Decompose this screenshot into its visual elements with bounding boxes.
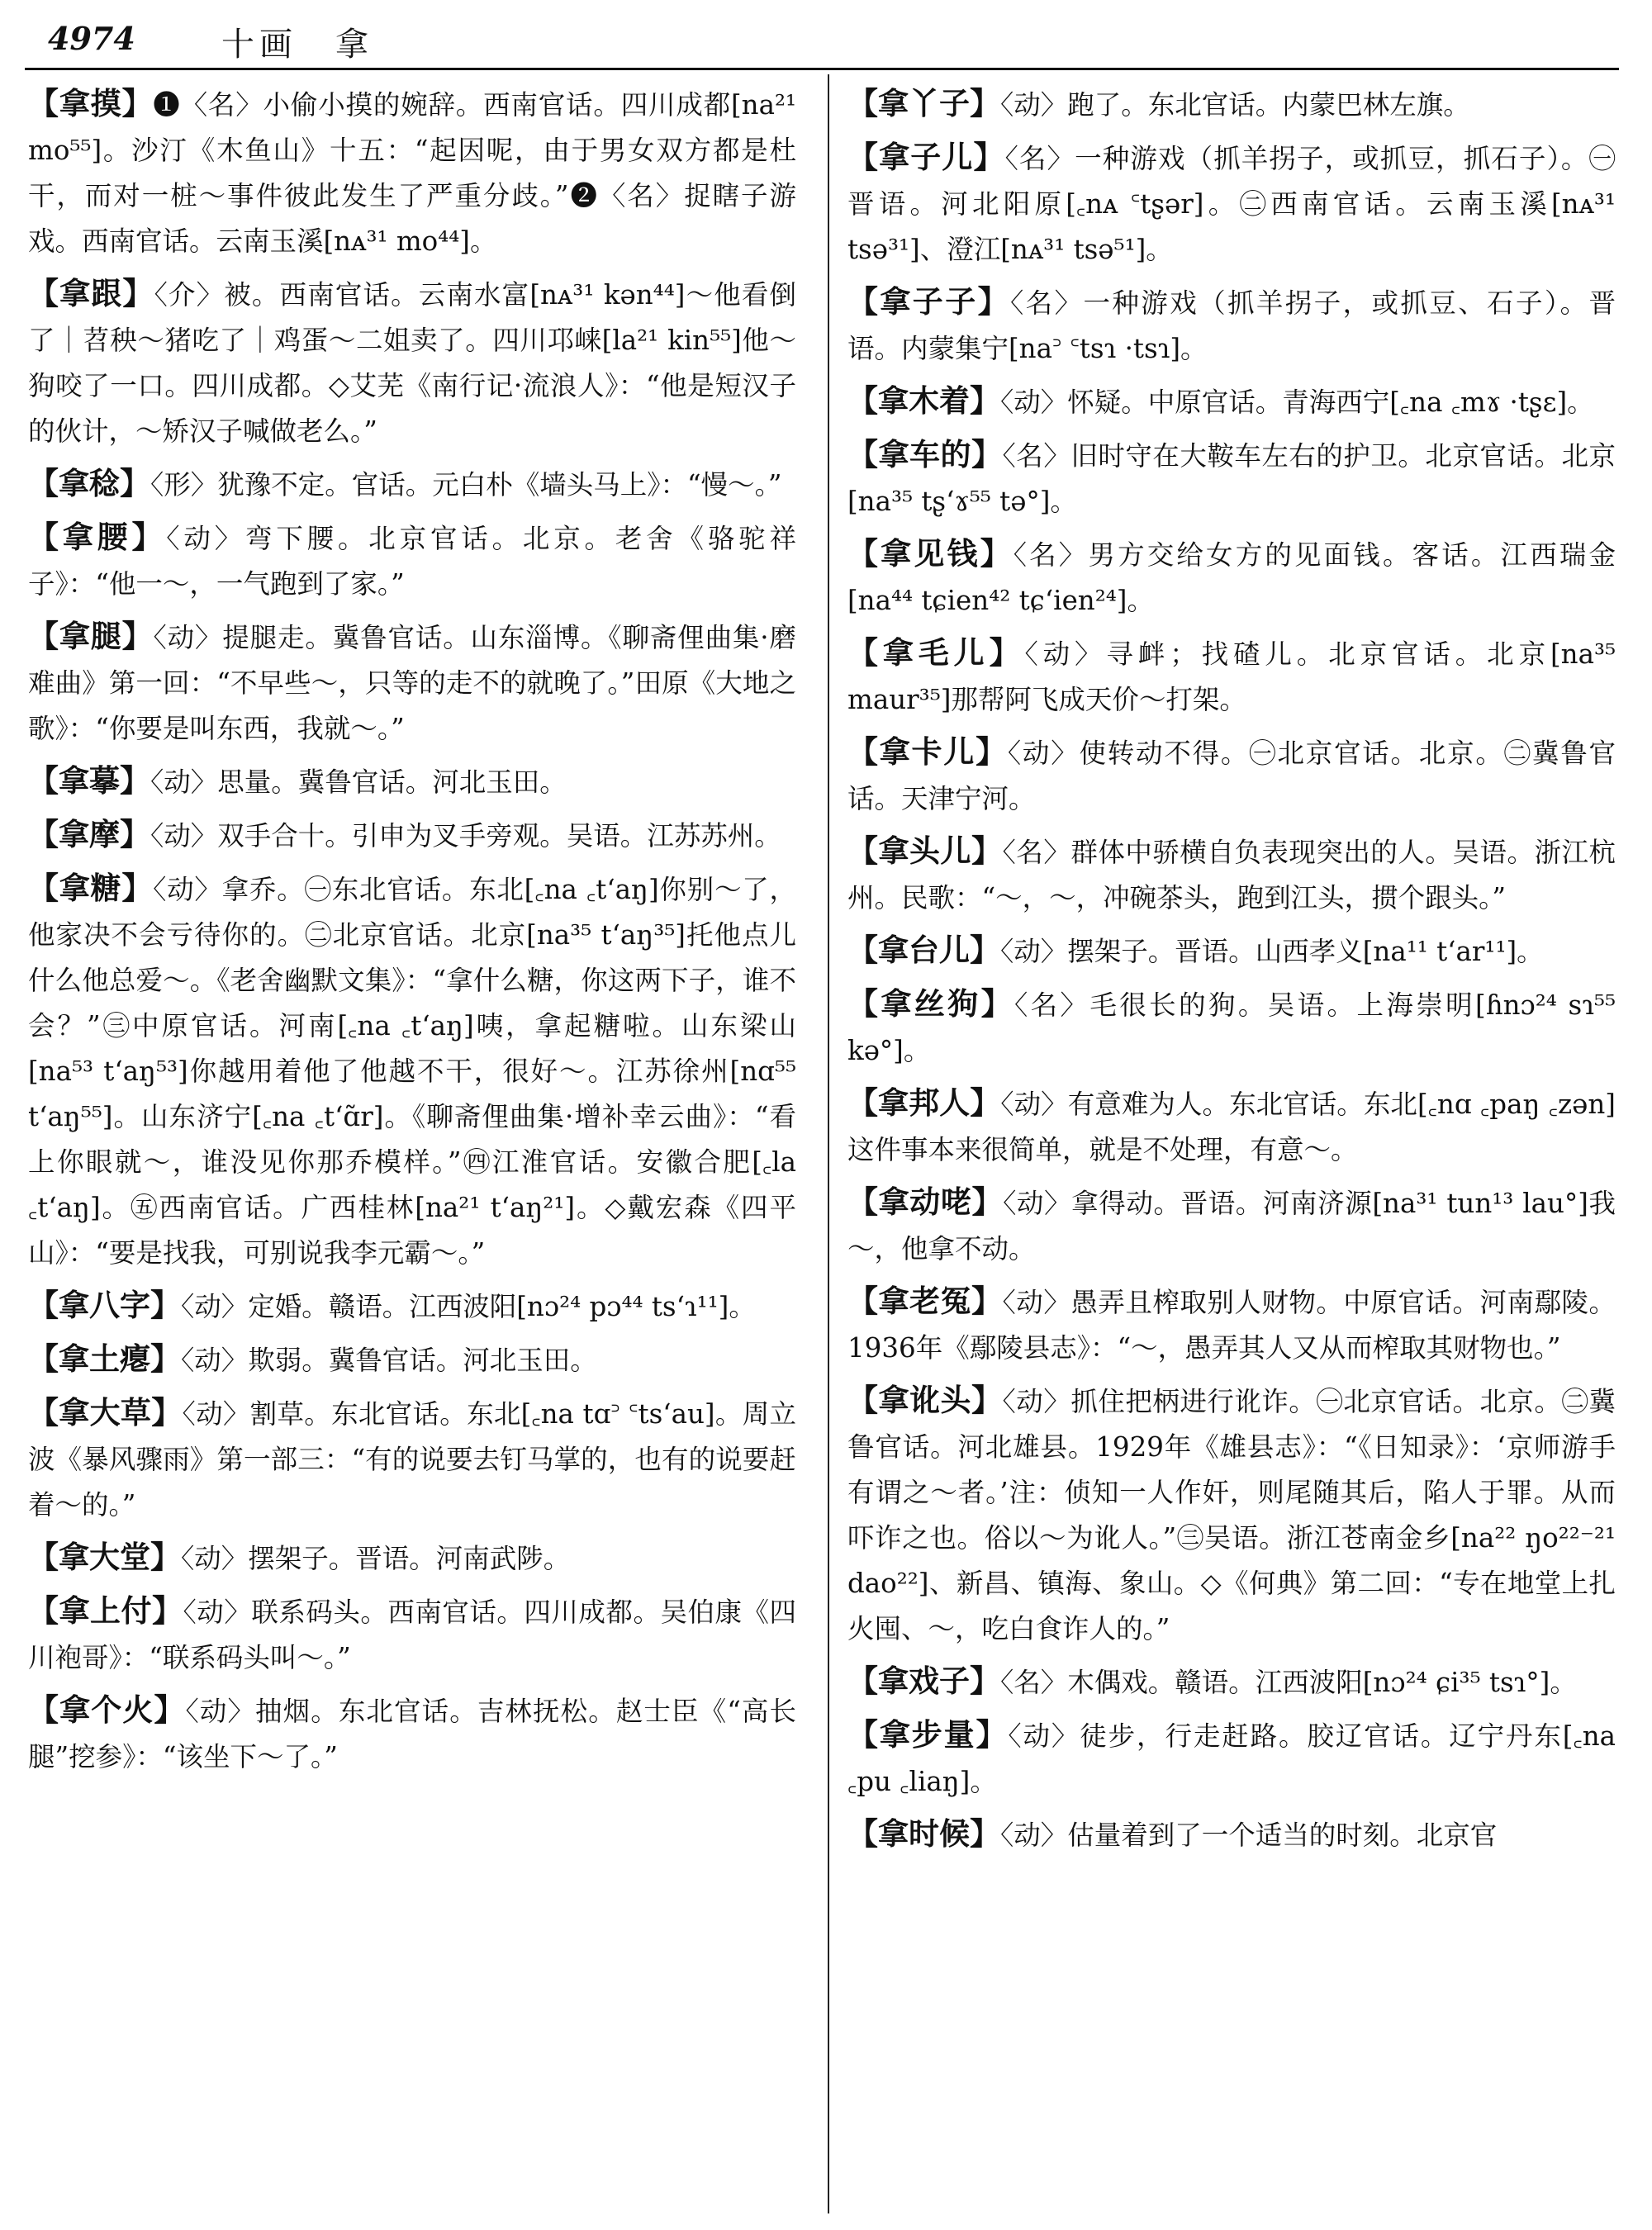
dictionary-entry (28, 758, 796, 805)
dictionary-entry (28, 81, 796, 264)
entry-headword: 【拿土瘪】 (28, 1340, 181, 1377)
entry-definition: 〈名〉毛很长的狗。吴语。上海崇明[ɦnɔ²⁴ sɿ⁵⁵ kə°]。 (847, 989, 1616, 1066)
dictionary-entry (847, 432, 1616, 524)
entry-headword: 【拿丝狗】 (847, 985, 1014, 1022)
entry-definition: 〈动〉联系码头。西南官话。四川成都。吴伯康《四川袍哥》：“联系码头叫～。” (28, 1597, 796, 1673)
entry-definition: 〈动〉抽烟。东北官话。吉林抚松。赵士臣《“高长腿”挖参》：“该坐下～了。” (28, 1696, 796, 1772)
entry-headword: 【拿上付】 (28, 1592, 183, 1629)
dictionary-entry (28, 1283, 796, 1330)
entry-headword: 【拿腿】 (28, 618, 154, 654)
entry-definition: 〈动〉双手合十。引申为叉手旁观。吴语。江苏苏州。 (150, 820, 781, 852)
entry-headword: 【拿八字】 (28, 1287, 181, 1323)
entry-headword: 【拿头儿】 (847, 833, 1003, 869)
page-number: 4974 (48, 20, 135, 57)
column-divider (828, 74, 829, 2213)
dictionary-entry (28, 1390, 796, 1528)
entry-definition: 〈介〉被。西南官话。云南水富[nᴀ³¹ kən⁴⁴]～他看倒了｜苕秧～猪吃了｜鸡蛋～二姐卖了。四川邛崃[la²¹ kin⁵⁵]他～狗咬了一口。四川成都。◇艾芜《南行记·流浪人》：“他是短汉子的伙计，～矫汉子喊做老么。” (28, 279, 796, 447)
entry-headword: 【拿稔】 (28, 465, 150, 501)
entry-headword: 【拿车的】 (847, 436, 1003, 472)
entry-definition: 〈动〉弯下腰。北京官话。北京。老舍《骆驼祥子》：“他一～，一气跑到了家。” (28, 523, 796, 600)
entry-headword: 【拿丫子】 (847, 85, 1000, 121)
entry-definition: 〈动〉割草。东北官话。东北[꜀na tɑ꜄ ꜂tsʻau]。周立波《暴风骤雨》第一部三：“有的说要去钉马掌的，也有的说要赶着～的。” (28, 1398, 796, 1521)
dictionary-entry (847, 1811, 1616, 1858)
entry-definition: 〈动〉思量。冀鲁官话。河北玉田。 (150, 766, 567, 798)
left-column (28, 81, 796, 2220)
dictionary-entry (847, 630, 1616, 723)
entry-headword: 【拿个火】 (28, 1691, 186, 1728)
entry-definition: 〈形〉犹豫不定。官话。元白朴《墙头马上》：“慢～。” (150, 469, 782, 501)
entry-headword: 【拿大草】 (28, 1394, 183, 1431)
entry-definition: 〈动〉欺弱。冀鲁官话。河北玉田。 (181, 1345, 597, 1376)
dictionary-entry (847, 1179, 1616, 1272)
entry-headword: 【拿木着】 (847, 382, 1000, 419)
dictionary-entry (847, 531, 1616, 624)
entry-definition: 〈动〉抓住把柄进行讹诈。㊀北京官话。北京。㊁冀鲁官话。河北雄县。1929年《雄县志》：“《日知录》：‘京师游手有谓之～者。’注：侦知一人作奸，则尾随其后，陷人于罪。从而吓诈之也。俗以～为讹人。”㊂吴语。浙江苍南金乡[na²² ŋo²²⁻²¹ dao²²]、新昌、镇海、象山。◇《何典》第二回：“专在地堂上扎火囤、～，吃白食诈人的。” (847, 1386, 1616, 1644)
entry-definition: 〈动〉估量着到了一个适当的时刻。北京官 (1000, 1820, 1498, 1851)
dictionary-entry (847, 1279, 1616, 1371)
entry-definition: ❶〈名〉小偷小摸的婉辞。西南官话。四川成都[na²¹ mo⁵⁵]。沙汀《木鱼山》十五：“起因呢，由于男女双方都是杜干，而对一桩～事件彼此发生了严重分歧。”❷〈名〉捉瞎子游戏。西南官话。云南玉溪[nᴀ³¹ mo⁴⁴]。 (28, 89, 796, 257)
dictionary-entry (28, 866, 796, 1276)
dictionary-entry (847, 135, 1616, 273)
dictionary-entry (28, 1535, 796, 1582)
dictionary-entry (847, 729, 1616, 822)
dictionary-entry (28, 461, 796, 508)
entry-definition: 〈动〉怀疑。中原官话。青海西宁[꜀na ꜀mɤ ·tʂɛ]。 (1000, 387, 1594, 418)
entry-definition: 〈名〉群体中骄横自负表现突出的人。吴语。浙江杭州。民歌：“～，～，冲碗茶头，跑到江头，掼个跟头。” (847, 837, 1616, 913)
entry-definition: 〈动〉摆架子。晋语。河南武陟。 (181, 1543, 571, 1574)
dictionary-entry (28, 1687, 796, 1780)
entry-definition: 〈名〉木偶戏。赣语。江西波阳[nɔ²⁴ ɕi³⁵ tsɿ°]。 (1000, 1667, 1577, 1698)
dictionary-entry (28, 1588, 796, 1681)
dictionary-entry (847, 81, 1616, 128)
entry-definition: 〈动〉愚弄且榨取别人财物。中原官话。河南鄢陵。1936年《鄢陵县志》：“～，愚弄其人又从而榨取其财物也。” (847, 1287, 1616, 1364)
entry-headword: 【拿跟】 (28, 275, 154, 311)
entry-headword: 【拿毛儿】 (847, 634, 1025, 671)
entry-headword: 【拿见钱】 (847, 535, 1014, 572)
entry-definition: 〈动〉拿乔。㊀东北官话。东北[꜀na ꜀tʻaŋ]你别～了，他家决不会亏待你的。㊁北京官话。北京[na³⁵ tʻaŋ³⁵]托他点儿什么他总爱～。《老舍幽默文集》：“拿什么糖，你这两下子，谁不会？”㊂中原官话。河南[꜀na ꜀tʻaŋ]咦，拿起糖啦。山东梁山[na⁵³ tʻaŋ⁵³]你越用着他了他越不干，很好～。江苏徐州[nɑ⁵⁵ tʻaŋ⁵⁵]。山东济宁[꜀na ꜀tʻɑ̃r]。《聊斋俚曲集·增补幸云曲》：“看上你眼就～，谁没见你那乔模样。”㊃江淮官话。安徽合肥[꜀la ꜀tʻaŋ]。㊄西南官话。广西桂林[na²¹ tʻaŋ²¹]。◇戴宏森《四平山》：“要是找我，可别说我李元霸～。” (28, 874, 796, 1269)
section-title: 十画 拿 (221, 26, 373, 64)
entry-definition: 〈动〉寻衅；找碴儿。北京官话。北京[na³⁵ maur³⁵]那帮阿飞成天价～打架。 (847, 638, 1616, 715)
entry-definition: 〈名〉一种游戏（抓羊拐子，或抓豆，抓石子）。㊀晋语。河北阳原[꜀nᴀ ꜂tʂər]。㊁西南官话。云南玉溪[nᴀ³¹ tsə³¹]、澄江[nᴀ³¹ tsə⁵¹]。 (847, 143, 1616, 265)
dictionary-entry (847, 1378, 1616, 1652)
entry-definition: 〈动〉拿得动。晋语。河南济源[na³¹ tun¹³ lau°]我～，他拿不动。 (847, 1188, 1616, 1264)
entry-headword: 【拿台儿】 (847, 932, 1000, 968)
dictionary-entry (847, 1080, 1616, 1173)
entry-headword: 【拿腰】 (28, 519, 167, 555)
dictionary-entry (847, 378, 1616, 425)
right-column (847, 81, 1616, 2220)
dictionary-entry (847, 928, 1616, 975)
entry-headword: 【拿摩】 (28, 816, 150, 852)
entry-definition: 〈名〉男方交给女方的见面钱。客话。江西瑞金[na⁴⁴ tɕien⁴² tɕʻien²⁴]。 (847, 539, 1616, 616)
page-header (48, 15, 1617, 63)
dictionary-entry (28, 515, 796, 607)
dictionary-entry (847, 1712, 1616, 1805)
entry-definition: 〈名〉一种游戏（抓羊拐子，或抓豆、石子）。晋语。内蒙集宁[na꜄ ꜂tsɿ ·tsɿ]。 (847, 287, 1616, 364)
entry-definition: 〈动〉定婚。赣语。江西波阳[nɔ²⁴ pɔ⁴⁴ tsʻɿ¹¹]。 (181, 1291, 756, 1322)
entry-headword: 【拿戏子】 (847, 1663, 1000, 1699)
entry-headword: 【拿动咾】 (847, 1184, 1004, 1220)
dictionary-entry (28, 614, 796, 752)
entry-headword: 【拿邦人】 (847, 1084, 1001, 1121)
dictionary-entry (847, 279, 1616, 372)
entry-headword: 【拿讹头】 (847, 1382, 1003, 1418)
entry-definition: 〈动〉摆架子。晋语。山西孝义[na¹¹ tʻar¹¹]。 (1000, 936, 1544, 967)
entry-headword: 【拿老冤】 (847, 1283, 1003, 1319)
dictionary-entry (28, 1336, 796, 1383)
entry-definition: 〈动〉提腿走。冀鲁官话。山东淄博。《聊斋俚曲集·磨难曲》第一回：“不早些～，只等的走不的就晚了。”田原《大地之歌》：“你要是叫东西，我就～。” (28, 622, 796, 744)
dictionary-entry (28, 812, 796, 859)
entry-definition: 〈名〉旧时守在大鞍车左右的护卫。北京官话。北京[na³⁵ tʂʻɤ⁵⁵ tə°]。 (847, 440, 1616, 517)
entry-headword: 【拿子子】 (847, 283, 1011, 320)
entry-definition: 〈动〉有意难为人。东北官话。东北[꜀nɑ ꜀paŋ ꜀zən]这件事本来很简单，就是不处理，有意～。 (847, 1089, 1616, 1165)
entry-headword: 【拿卡儿】 (847, 733, 1008, 770)
entry-definition: 〈动〉使转动不得。㊀北京官话。北京。㊁冀鲁官话。天津宁河。 (847, 738, 1616, 814)
dictionary-entry (847, 981, 1616, 1074)
entry-headword: 【拿大堂】 (28, 1539, 181, 1575)
dictionary-entry (28, 271, 796, 454)
header-rule (25, 68, 1619, 70)
entry-definition: 〈动〉跑了。东北官话。内蒙巴林左旗。 (1000, 89, 1470, 121)
dictionary-entry (847, 1658, 1616, 1706)
entry-definition: 〈动〉徒步，行走赶路。胶辽官话。辽宁丹东[꜀na ꜀pu ꜀liaŋ]。 (847, 1720, 1616, 1797)
entry-headword: 【拿子儿】 (847, 139, 1005, 175)
dictionary-entry (847, 828, 1616, 921)
entry-headword: 【拿时候】 (847, 1815, 1000, 1852)
entry-headword: 【拿摸】 (28, 85, 154, 121)
entry-headword: 【拿步量】 (847, 1716, 1009, 1753)
entry-headword: 【拿摹】 (28, 762, 150, 799)
entry-headword: 【拿糖】 (28, 870, 154, 906)
